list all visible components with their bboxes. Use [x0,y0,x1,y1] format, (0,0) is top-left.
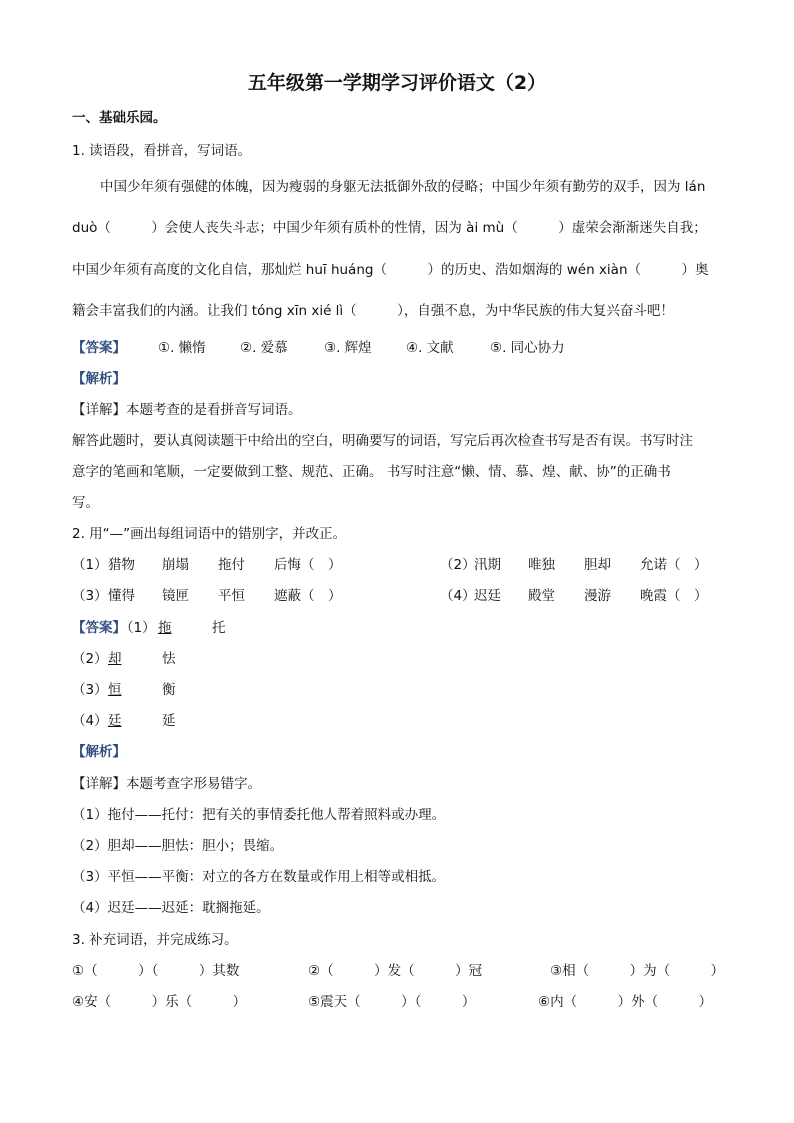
group-number: （2） [440,557,476,573]
fill-blank-item: ④安（ ）乐（ ） [72,994,247,1010]
q1-text-line: 籍会丰富我们的内涵。让我们 tóng xīn xié lì（ ），自强不息，为中华民族的伟大复兴奋斗吧！ [72,303,674,319]
explanation-line: 写。 [72,495,99,511]
correct-char: 延 [162,713,176,729]
word: 汛期 [474,557,501,573]
word: 后悔（ ） [274,557,342,573]
explanation-line: （1）拖付——托付：把有关的事情委托他人帮着照料或办理。 [72,807,446,823]
answer-number: （1） [120,620,156,636]
wrong-char: 却 [108,651,122,667]
explanation-line: （4）迟廷——迟延：耽搁拖延。 [72,900,270,916]
group-number: （3） [72,588,108,604]
word: 猎物 [108,557,135,573]
group-number: （4） [440,588,476,604]
explanation-line: （3）平恒——平衡：对立的各方在数量或作用上相等或相抵。 [72,869,446,885]
answer-item: ③. 辉煌 [324,340,372,356]
word: 迟廷 [474,588,501,604]
section-heading: 一、基础乐园。 [72,110,167,126]
answer-label: 【答案】 [72,620,126,636]
correct-char: 托 [212,620,226,636]
wrong-char: 廷 [108,713,122,729]
fill-blank-item: ③相（ ）为（ ） [550,963,725,979]
q1-text-line: 中国少年须有高度的文化自信，那灿烂 huī huáng（ ）的历史、浩如烟海的 wén xiàn（ ）奥 [72,262,709,278]
analysis-label: 【解析】 [72,371,126,387]
answer-item: ④. 文献 [406,340,454,356]
answer-number: （4） [72,713,108,729]
q2-prompt: 2. 用“—”画出每组词语中的错别字，并改正。 [72,526,347,542]
word: 殿堂 [528,588,555,604]
explanation-line: 意字的笔画和笔顺，一定要做到工整、规范、正确。 书写时注意“懒、情、慕、煌、献、协”的正确书 [72,464,671,480]
word: 镜匣 [162,588,189,604]
answer-item: ②. 爱慕 [240,340,288,356]
answer-label: 【答案】 [72,340,126,356]
fill-blank-item: ②（ ）发（ ）冠 [308,963,483,979]
word: 唯独 [528,557,555,573]
word: 胆却 [584,557,611,573]
page-title: 五年级第一学期学习评价语文（2） [247,72,547,94]
answer-number: （3） [72,682,108,698]
correct-char: 怯 [162,651,176,667]
q3-prompt: 3. 补充词语，并完成练习。 [72,932,238,948]
fill-blank-item: ①（ ）（ ）其数 [72,963,240,979]
word: 晚霞（ ） [640,588,708,604]
wrong-char: 拖 [158,620,172,636]
fill-blank-item: ⑤震天（ ）（ ） [308,994,476,1010]
wrong-char: 恒 [108,682,122,698]
word: 漫游 [584,588,611,604]
q1-text-line: 中国少年须有强健的体魄，因为瘦弱的身躯无法抵御外敌的侵略；中国少年须有勤劳的双手，因为 lán [100,179,706,195]
word: 懂得 [108,588,135,604]
analysis-label: 【解析】 [72,744,126,760]
correct-char: 衡 [162,682,176,698]
q1-prompt: 1. 读语段，看拼音，写词语。 [72,143,252,159]
word: 遮蔽（ ） [274,588,342,604]
group-number: （1） [72,557,108,573]
word: 拖付 [218,557,245,573]
fill-blank-item: ⑥内（ ）外（ ） [538,994,713,1010]
detail-heading: 【详解】本题考查的是看拼音写词语。 [72,402,302,418]
q1-text-line: duò（ ）会使人丧失斗志；中国少年须有质朴的性情，因为 ài mù（ ）虚荣会渐渐迷失自我； [72,220,707,236]
explanation-line: 解答此题时，要认真阅读题干中给出的空白，明确要写的词语，写完后再次检查书写是否有误。书写时注 [72,433,693,449]
word: 平恒 [218,588,245,604]
word: 崩塌 [162,557,189,573]
word: 允诺（ ） [640,557,708,573]
answer-item: ①. 懒惰 [158,340,206,356]
detail-heading: 【详解】本题考查字形易错字。 [72,776,261,792]
explanation-line: （2）胆却——胆怯：胆小；畏缩。 [72,838,284,854]
answer-item: ⑤. 同心协力 [490,340,565,356]
answer-number: （2） [72,651,108,667]
